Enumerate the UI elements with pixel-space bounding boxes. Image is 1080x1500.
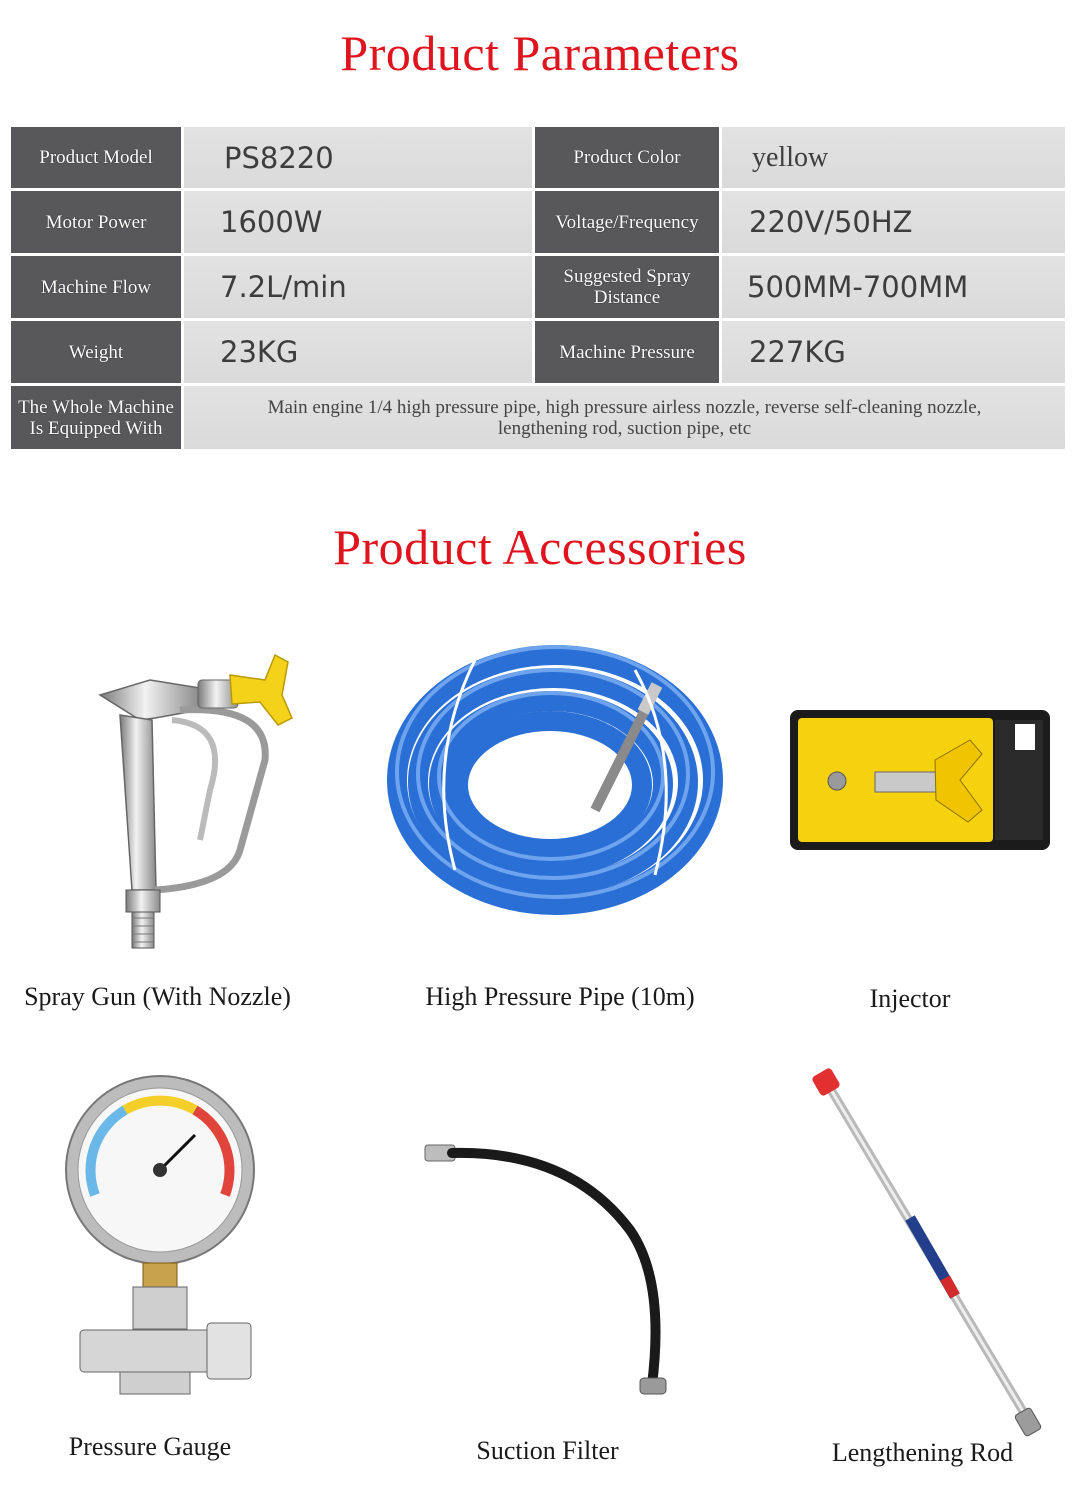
suction-filter-icon	[420, 1140, 680, 1400]
accessory-lengthening-rod	[805, 1068, 1045, 1438]
label-machine-flow: Machine Flow	[11, 256, 181, 318]
label-equipped-with: The Whole Machine Is Equipped With	[11, 386, 181, 449]
label-machine-pressure: Machine Pressure	[535, 321, 719, 383]
value-weight: 23KG	[184, 321, 532, 383]
accessory-label: Pressure Gauge	[68, 1432, 232, 1461]
accessory-label: Suction Filter	[476, 1436, 619, 1465]
accessory-suction-filter	[420, 1140, 680, 1400]
value-machine-flow: 7.2L/min	[184, 256, 532, 318]
table-row	[11, 127, 1065, 188]
value-voltage-frequency: 220V/50HZ	[722, 191, 1065, 253]
value-product-model: PS8220	[184, 127, 532, 188]
value-equipped-with: Main engine 1/4 high pressure pipe, high pressure airless nozzle, reverse self-cleaning nozzle, lengthening rod, suction pipe, etc	[184, 386, 1065, 449]
accessory-high-pressure-pipe	[385, 640, 730, 920]
accessory-label: High Pressure Pipe (10m)	[425, 982, 695, 1011]
accessory-pressure-gauge	[65, 1075, 260, 1400]
accessory-label: Spray Gun (With Nozzle)	[24, 982, 291, 1011]
label-product-color: Product Color	[535, 127, 719, 188]
product-parameters-title: Product Parameters	[340, 25, 740, 81]
pressure-gauge-icon	[65, 1075, 260, 1400]
table-row	[11, 386, 1065, 449]
value-motor-power: 1600W	[184, 191, 532, 253]
accessory-label: Lengthening Rod	[831, 1438, 1014, 1467]
value-suggested-spray-distance: 500MM-700MM	[722, 256, 1065, 318]
value-machine-pressure: 227KG	[722, 321, 1065, 383]
table-row	[11, 191, 1065, 253]
hose-coil-icon	[385, 640, 730, 920]
label-suggested-spray-distance: Suggested Spray Distance	[535, 256, 719, 318]
product-accessories-title: Product Accessories	[333, 519, 747, 575]
label-product-model: Product Model	[11, 127, 181, 188]
spray-gun-icon	[60, 640, 300, 960]
accessory-label: Injector	[869, 984, 951, 1013]
label-weight: Weight	[11, 321, 181, 383]
table-row	[11, 321, 1065, 383]
label-voltage-frequency: Voltage/Frequency	[535, 191, 719, 253]
table-row	[11, 256, 1065, 318]
value-product-color: yellow	[722, 127, 1065, 188]
injector-icon	[790, 710, 1050, 850]
lengthening-rod-icon	[805, 1068, 1045, 1438]
accessory-spray-gun	[60, 640, 300, 960]
label-motor-power: Motor Power	[11, 191, 181, 253]
accessory-injector	[790, 710, 1050, 850]
